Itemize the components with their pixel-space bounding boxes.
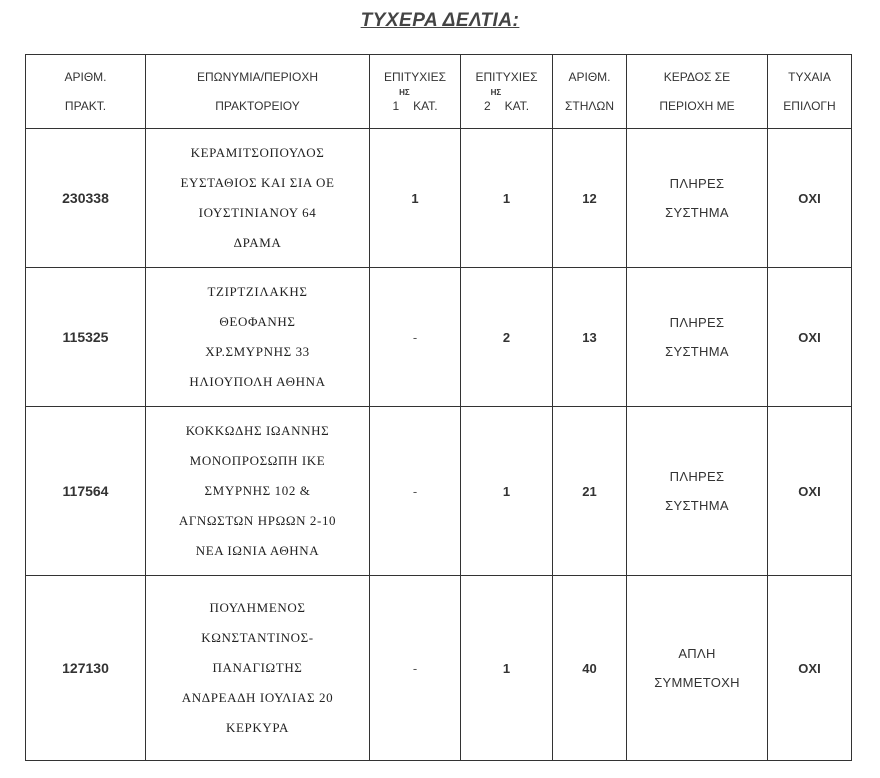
agency-name: ΠΟΥΛΗΜΕΝΟΣ ΚΩΝΣΤΑΝΤΙΝΟΣ- ΠΑΝΑΓΙΩΤΗΣ ΑΝΔΡΕΑΔΗ ΙΟΥΛΙΑΣ 20 ΚΕΡΚΥΡΑ — [146, 576, 370, 761]
win-type: ΠΛΗΡΕΣ ΣΥΣΤΗΜΑ — [627, 407, 768, 576]
table-row — [26, 407, 852, 576]
win-type: ΠΛΗΡΕΣ ΣΥΣΤΗΜΑ — [627, 268, 768, 407]
first-category-wins: - — [370, 407, 461, 576]
agency-name: ΚΟΚΚΩΔΗΣ ΙΩΑΝΝΗΣ ΜΟΝΟΠΡΟΣΩΠΗ ΙΚΕ ΣΜΥΡΝΗΣ 102 & ΑΓΝΩΣΤΩΝ ΗΡΩΩΝ 2-10 ΝΕΑ ΙΩΝΙΑ ΑΘΗΝΑ — [146, 407, 370, 576]
header-random: ΤΥΧΑΙΑ ΕΠΙΛΟΓΗ — [768, 55, 852, 129]
win-type: ΑΠΛΗ ΣΥΜΜΕΤΟΧΗ — [627, 576, 768, 761]
columns-count: 40 — [553, 576, 627, 761]
header-code: ΑΡΙΘΜ. ΠΡΑΚΤ. — [26, 55, 146, 129]
header-win-type: ΚΕΡΔΟΣ ΣΕ ΠΕΡΙΟΧΗ ΜΕ — [627, 55, 768, 129]
columns-count: 21 — [553, 407, 627, 576]
header-agency: ΕΠΩΝΥΜΙΑ/ΠΕΡΙΟΧΗ ΠΡΑΚΤΟΡΕΙΟΥ — [146, 55, 370, 129]
agency-code: 115325 — [26, 268, 146, 407]
first-category-wins: 1 — [370, 129, 461, 268]
random-selection: ΟΧΙ — [768, 407, 852, 576]
first-category-wins: - — [370, 268, 461, 407]
header-row — [26, 55, 852, 129]
table-row — [26, 576, 852, 761]
table-row — [26, 268, 852, 407]
second-category-wins: 1 — [461, 407, 553, 576]
win-type: ΠΛΗΡΕΣ ΣΥΣΤΗΜΑ — [627, 129, 768, 268]
header-columns: ΑΡΙΘΜ. ΣΤΗΛΩΝ — [553, 55, 627, 129]
random-selection: ΟΧΙ — [768, 268, 852, 407]
header-first-category: ΕΠΙΤΥΧΙΕΣ $1^{H\Sigma}$ ΚΑΤ. — [370, 55, 461, 129]
random-selection: ΟΧΙ — [768, 576, 852, 761]
agency-name: ΤΖΙΡΤΖΙΛΑΚΗΣ ΘΕΟΦΑΝΗΣ ΧΡ.ΣΜΥΡΝΗΣ 33 ΗΛΙΟΥΠΟΛΗ ΑΘΗΝΑ — [146, 268, 370, 407]
agency-code: 117564 — [26, 407, 146, 576]
agency-code: 127130 — [26, 576, 146, 761]
second-category-wins: 1 — [461, 129, 553, 268]
columns-count: 12 — [553, 129, 627, 268]
page-title: ΤΥΧΕΡΑ ΔΕΛΤΙΑ: — [360, 10, 520, 31]
random-selection: ΟΧΙ — [768, 129, 852, 268]
second-category-wins: 1 — [461, 576, 553, 761]
header-second-category: ΕΠΙΤΥΧΙΕΣ $2^{H\Sigma}$ ΚΑΤ. — [461, 55, 553, 129]
table-row — [26, 129, 852, 268]
columns-count: 13 — [553, 268, 627, 407]
agency-name: ΚΕΡΑΜΙΤΣΟΠΟΥΛΟΣ ΕΥΣΤΑΘΙΟΣ ΚΑΙ ΣΙΑ ΟΕ ΙΟΥΣΤΙΝΙΑΝΟΥ 64 ΔΡΑΜΑ — [146, 129, 370, 268]
agency-code: 230338 — [26, 129, 146, 268]
second-category-wins: 2 — [461, 268, 553, 407]
first-category-wins: - — [370, 576, 461, 761]
results-table — [25, 54, 852, 761]
